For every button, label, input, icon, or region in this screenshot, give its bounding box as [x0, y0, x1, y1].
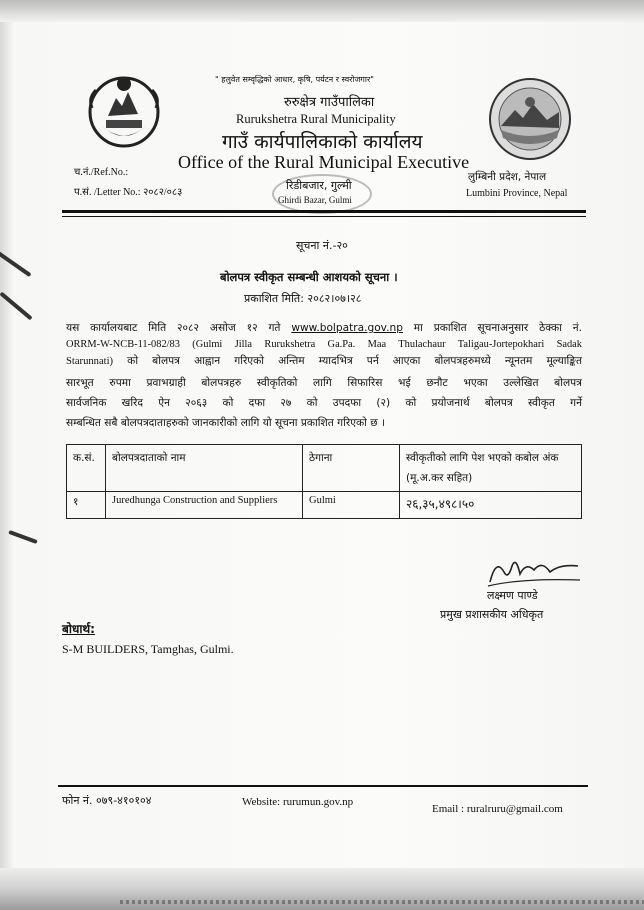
bolpatra-link[interactable]: www.bolpatra.gov.np [291, 322, 403, 334]
body-line: सारभूत रुपमा प्रवाभग्राही बोलपत्रहरु स्वीकृतिको लागि सिफारिस भई छनौट भएका उल्लेखित बोलपत्र [66, 376, 582, 389]
notice-number: सूचना नं.-२० [296, 239, 348, 252]
scan-bottom-edge [120, 900, 644, 904]
municipality-logo-icon [487, 76, 573, 162]
municipality-motto: " हलुवेत सम्वृद्धिको आधार, कृषि, पर्यटन र स्वरोजगार" [215, 75, 374, 84]
cell-bidder: Juredhunga Construction and Suppliers [106, 492, 303, 519]
province-nepali: लुम्बिनी प्रदेश, नेपाल [468, 171, 547, 183]
scan-top-shadow [0, 0, 644, 22]
body-text: मा प्रकाशित सूचनाअनुसार ठेक्का नं. [402, 322, 582, 334]
col-header-serial: क.सं. [67, 445, 106, 492]
cc-label: बोधार्थ: [62, 622, 95, 636]
staple-mark [8, 530, 38, 544]
body-line [66, 318, 582, 338]
district-nepali: रिडीबजार, गुल्मी [286, 179, 352, 192]
signature-icon [482, 552, 586, 592]
bidder-table [66, 444, 582, 519]
footer-email[interactable]: Email : ruralruru@gmail.com [432, 803, 563, 815]
cell-serial: १ [67, 492, 106, 519]
col-header-address: ठेगाना [303, 445, 400, 492]
table-header-row [67, 445, 582, 492]
notice-subject: बोलपत्र स्वीकृत सम्बन्धी आशयको सूचना । [220, 270, 398, 284]
notice-body [66, 318, 582, 433]
signer-name: लक्ष्मण पाण्डे [487, 589, 538, 602]
body-line: सम्बन्धित सबै बोलपत्रदाताहरुको जानकारीको लागि यो सूचना प्रकाशित गरिएको छ । [66, 417, 386, 430]
body-text: Starunnati) [66, 356, 114, 368]
staple-mark [0, 292, 33, 321]
body-text: यस कार्यालयबाट मिति २०८२ असोज १२ गते [66, 322, 292, 334]
signer-designation: प्रमुख प्रशासकीय अधिकृत [440, 608, 544, 621]
municipality-name-english: Rurukshetra Rural Municipality [236, 112, 396, 126]
staple-mark [0, 251, 32, 277]
municipality-name-nepali: रुरुक्षेत्र गाउँपालिका [284, 95, 375, 110]
col-header-amount: स्वीकृतीको लागि पेश भएको कबोल अंक (मू.अ.कर सहित) [400, 445, 582, 492]
body-line [66, 351, 582, 372]
body-line: सार्वजनिक खरिद ऐन २०६३ को दफा २७ को उपदफा (२) को प्रयोजनार्थ बोलपत्र स्वीकृत गर्ने [66, 396, 582, 409]
footer-website[interactable]: Website: rurumun.gov.np [242, 796, 354, 808]
province-english: Lumbini Province, Nepal [466, 188, 568, 199]
table-row [67, 492, 582, 519]
body-text: को बोलपत्र आह्वान गरिएको अन्तिम म्यादभित्र पर्न आएका बोलपत्रहरुमध्ये न्यूनतम मूल्याङ्कित [113, 355, 582, 368]
header-divider-thin [62, 216, 586, 217]
office-name-nepali: गाउँ कार्यपालिकाको कार्यालय [222, 131, 423, 153]
letter-number-label: प.सं. /Letter No.: २०८२/०८३ [74, 187, 183, 198]
office-stamp-icon [272, 174, 372, 214]
col-header-bidder: बोलपत्रदाताको नाम [106, 445, 303, 492]
district-english: Ghirdi Bazar, Gulmi [278, 195, 352, 205]
cell-amount: २६,३५,४९८।५० [400, 492, 582, 519]
nepal-emblem-icon [82, 68, 166, 152]
body-line: ORRM-W-NCB-11-082/83 (Gulmi Jilla Rurukshetra Ga.Pa. Maa Thulachaur Taligau-Jortepokhari Sadak [66, 339, 582, 351]
footer-divider [58, 785, 588, 787]
office-name-english: Office of the Rural Municipal Executive [178, 152, 470, 172]
cell-address: Gulmi [303, 492, 400, 519]
header-divider [62, 210, 586, 213]
published-date: प्रकाशित मिति: २०८२।०७।२८ [244, 292, 362, 305]
footer-phone: फोन नं. ०७९-४१०१०४ [62, 794, 152, 807]
cc-recipient: S-M BUILDERS, Tamghas, Gulmi. [62, 642, 234, 656]
ref-number-label: च.नं./Ref.No.: [74, 167, 129, 178]
